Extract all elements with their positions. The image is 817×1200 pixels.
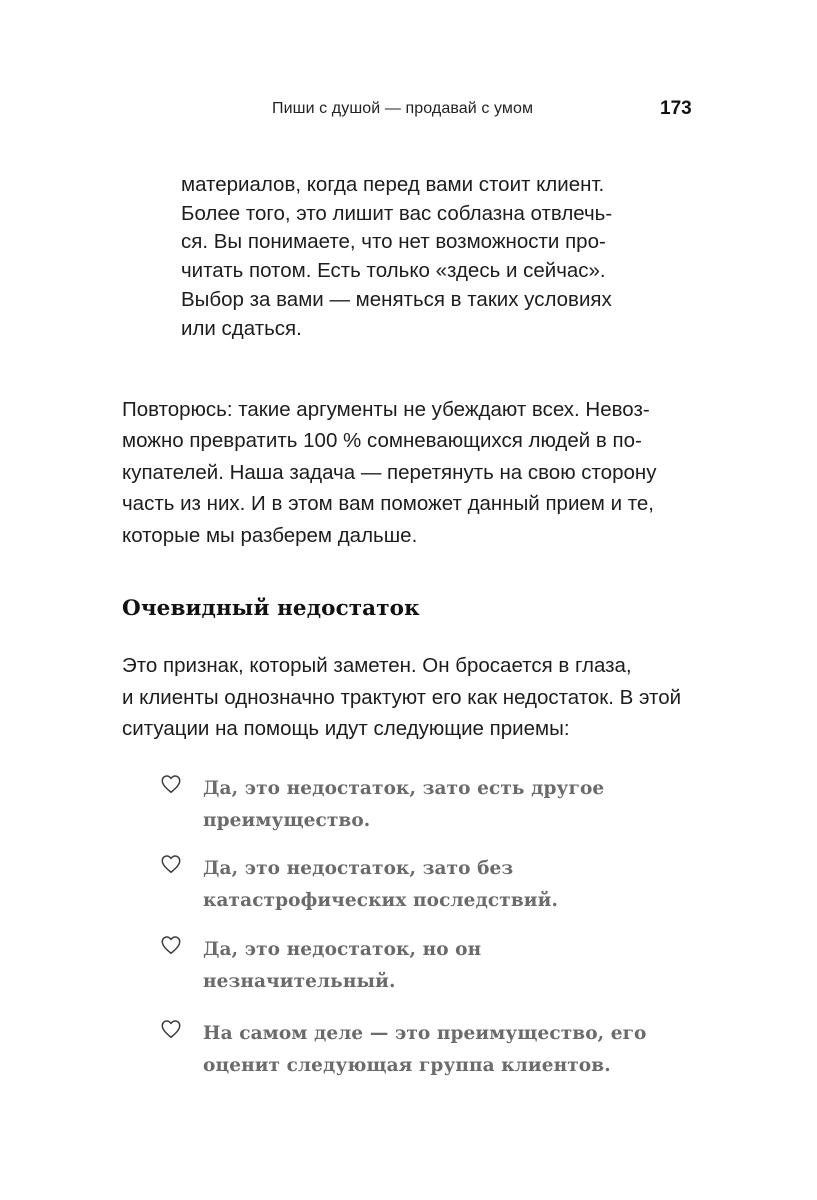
body-paragraph-2 bbox=[122, 650, 702, 745]
heart-outline-icon bbox=[160, 853, 182, 877]
quote-line: или сдаться. bbox=[181, 316, 302, 340]
tip-item bbox=[160, 853, 680, 917]
tip-item bbox=[160, 934, 680, 998]
quote-block bbox=[181, 171, 651, 343]
tip-text-line: преимущество. bbox=[203, 810, 371, 831]
quote-line: ся. Вы понимаете, что нет возможности про- bbox=[181, 230, 606, 254]
page-number: 173 bbox=[660, 98, 692, 119]
tip-text-line: оценит следующая группа клиентов. bbox=[203, 1055, 611, 1076]
tip-item bbox=[160, 773, 680, 837]
tip-text-line: Да, это недостаток, но он bbox=[203, 939, 482, 960]
body-paragraph-1 bbox=[122, 394, 702, 551]
heart-outline-icon bbox=[160, 934, 182, 958]
paragraph-line: и клиенты однозначно трактуют его как недостаток. В этой bbox=[122, 685, 682, 709]
quote-line: материалов, когда перед вами стоит клиент. bbox=[181, 173, 605, 196]
tips-list bbox=[160, 773, 680, 1098]
paragraph-line: Это признак, который заметен. Он бросается в глаза, bbox=[122, 654, 632, 677]
section-heading: Очевидный недостаток bbox=[122, 596, 420, 621]
running-head-title: Пиши с душой — продавай с умом bbox=[272, 100, 534, 117]
tip-text-line: На самом деле — это преимущество, его bbox=[203, 1023, 647, 1044]
quote-line: читать потом. Есть только «здесь и сейчас». bbox=[181, 259, 606, 283]
tip-text-line: катастрофических последствий. bbox=[203, 890, 558, 911]
tip-text-line: Да, это недостаток, зато без bbox=[203, 858, 514, 879]
heart-outline-icon bbox=[160, 1018, 182, 1042]
paragraph-line: которые мы разберем дальше. bbox=[122, 523, 418, 547]
tip-text-line: незначительный. bbox=[203, 971, 396, 992]
tip-item bbox=[160, 1018, 680, 1082]
paragraph-line: часть из них. И в этом вам поможет данный прием и те, bbox=[122, 492, 654, 516]
paragraph-line: купателей. Наша задача — перетянуть на свою сторону bbox=[122, 460, 657, 484]
paragraph-line: ситуации на помощь идут следующие приемы: bbox=[122, 717, 570, 740]
quote-line: Более того, это лишит вас соблазна отвлечь- bbox=[181, 201, 613, 225]
paragraph-line: можно превратить 100 % сомневающихся людей в по- bbox=[122, 429, 642, 453]
tip-text-line: Да, это недостаток, зато есть другое bbox=[203, 778, 605, 799]
heart-outline-icon bbox=[160, 773, 182, 797]
paragraph-line: Повторюсь: такие аргументы не убеждают всех. Невоз- bbox=[122, 398, 650, 421]
quote-line: Выбор за вами — меняться в таких условиях bbox=[181, 287, 612, 311]
